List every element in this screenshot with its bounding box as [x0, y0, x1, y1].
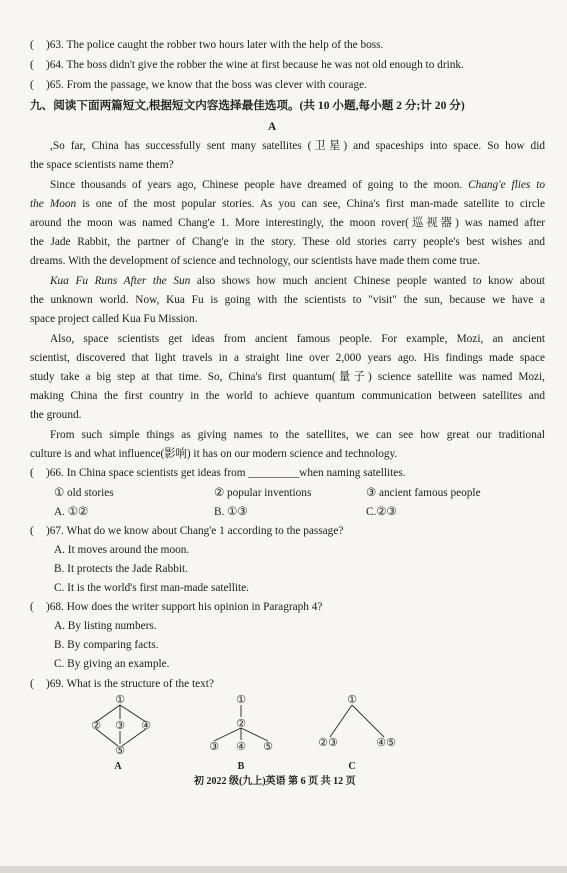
- section-header: 九、阅读下面两篇短文,根据短文内容选择最佳选项。(共 10 小题,每小题 2 分;计 20 分): [30, 99, 465, 112]
- passage-line: culture is and what influence(影响) it has on our modern science and technology.: [30, 448, 398, 460]
- question-stem: )68. How does the writer support his opinion in Paragraph 4?: [46, 601, 323, 613]
- diagram-b-node-4: ④: [236, 740, 246, 753]
- passage-line: scientist, discovered that light travels in a straight line over 2,000 years ago. His findings made space: [30, 352, 545, 364]
- diagram-a-node-3: ③: [115, 719, 125, 732]
- passage-line: the Jade Rabbit, the partner of Chang'e in the story. These old stories carry people's best wishes and: [30, 236, 545, 248]
- question-stem: )69. What is the structure of the text?: [46, 678, 214, 690]
- answer-bracket[interactable]: (: [30, 678, 34, 690]
- answer-bracket[interactable]: (: [30, 601, 34, 613]
- diagram-a-node-4: ④: [141, 719, 151, 732]
- diagram-b-node-3: ③: [209, 740, 219, 753]
- passage-label: A: [268, 121, 277, 133]
- passage-line: around the moon was named Chang'e 1. More interestingly, the moon rover(巡视器) was named after: [30, 217, 545, 229]
- diagram-b-label[interactable]: B: [237, 761, 245, 772]
- choice-b[interactable]: B. ①③: [214, 506, 248, 518]
- page-bottom-edge: [0, 866, 567, 873]
- choice-b[interactable]: B. It protects the Jade Rabbit.: [54, 563, 188, 575]
- item-text: )64. The boss didn't give the robber the wine at first because he was not old enough to drink.: [46, 59, 464, 71]
- diagram-c-node-3: ④⑤: [376, 736, 396, 749]
- diagram-c-label[interactable]: C: [348, 761, 356, 772]
- answer-bracket[interactable]: (: [30, 525, 34, 537]
- question-stem: )66. In China space scientists get ideas from _________when naming satellites.: [46, 467, 406, 479]
- diagram-a-label[interactable]: A: [114, 761, 122, 772]
- diagram-b-node-5: ⑤: [263, 740, 273, 753]
- passage-line: the space scientists name them?: [30, 159, 174, 171]
- passage-line: making China the first country in the world to achieve quantum communication between satellites and: [30, 390, 545, 402]
- choice-a[interactable]: A. ①②: [54, 506, 89, 518]
- page-footer: 初 2022 级(九上)英语 第 6 页 共 12 页: [194, 776, 356, 787]
- choice-c[interactable]: C. By giving an example.: [54, 658, 170, 670]
- passage-line: study take a big step at that time. So, China's first quantum(量子) science satellite was named Mozi,: [30, 371, 545, 383]
- passage-line: Since thousands of years ago, Chinese people have dreamed of going to the moon. Chang'e flies to: [50, 179, 546, 191]
- item-option-2: ② popular inventions: [214, 487, 312, 499]
- diagram-b-node-1: ①: [236, 693, 246, 706]
- item-text: )65. From the passage, we know that the boss was clever with courage.: [46, 79, 367, 91]
- passage-line: the unknown world. Now, Kua Fu is going with the scientists to "visit" the sun, because we have a: [30, 294, 545, 306]
- answer-bracket[interactable]: (: [30, 39, 34, 51]
- passage-line: the ground.: [30, 409, 82, 421]
- passage-line: From such simple things as giving names to the satellites, we can see how great our traditional: [50, 429, 545, 441]
- choice-a[interactable]: A. It moves around the moon.: [54, 544, 190, 556]
- question-stem: )67. What do we know about Chang'e 1 according to the passage?: [46, 525, 344, 537]
- item-option-3: ③ ancient famous people: [366, 487, 481, 499]
- diagram-b-node-2: ②: [236, 717, 246, 730]
- passage-line: ,So far, China has successfully sent many satellites (卫星) and spaceships into space. So how did: [50, 140, 545, 152]
- passage-line: Also, space scientists get ideas from ancient famous people. For example, Mozi, an ancient: [50, 333, 545, 345]
- passage-line: Kua Fu Runs After the Sun also shows how much ancient Chinese people wanted to know about: [50, 275, 545, 287]
- item-text: )63. The police caught the robber two hours later with the help of the boss.: [46, 39, 384, 51]
- diagram-a-node-2: ②: [91, 719, 101, 732]
- diagram-c-node-2: ②③: [318, 736, 338, 749]
- passage-line: the Moon is one of the most popular stories. As you can see, China's first man-made satellite to circle: [30, 198, 545, 210]
- answer-bracket[interactable]: (: [30, 79, 34, 91]
- answer-bracket[interactable]: (: [30, 59, 34, 71]
- diagram-c-lines: [330, 705, 384, 737]
- diagram-a-node-1: ①: [115, 693, 125, 706]
- diagram-c-node-1: ①: [347, 693, 357, 706]
- passage-line: dreams. With the development of science and technology, our scientists have made them come true.: [30, 255, 481, 267]
- diagram-a-node-5: ⑤: [115, 744, 125, 757]
- item-option-1: ① old stories: [54, 487, 114, 499]
- choice-a[interactable]: A. By listing numbers.: [54, 620, 157, 632]
- choice-c[interactable]: C. It is the world's first man-made satellite.: [54, 582, 249, 594]
- passage-line: space project called Kua Fu Mission.: [30, 313, 198, 325]
- answer-bracket[interactable]: (: [30, 467, 34, 479]
- choice-c[interactable]: C.②③: [366, 506, 397, 518]
- choice-b[interactable]: B. By comparing facts.: [54, 639, 159, 651]
